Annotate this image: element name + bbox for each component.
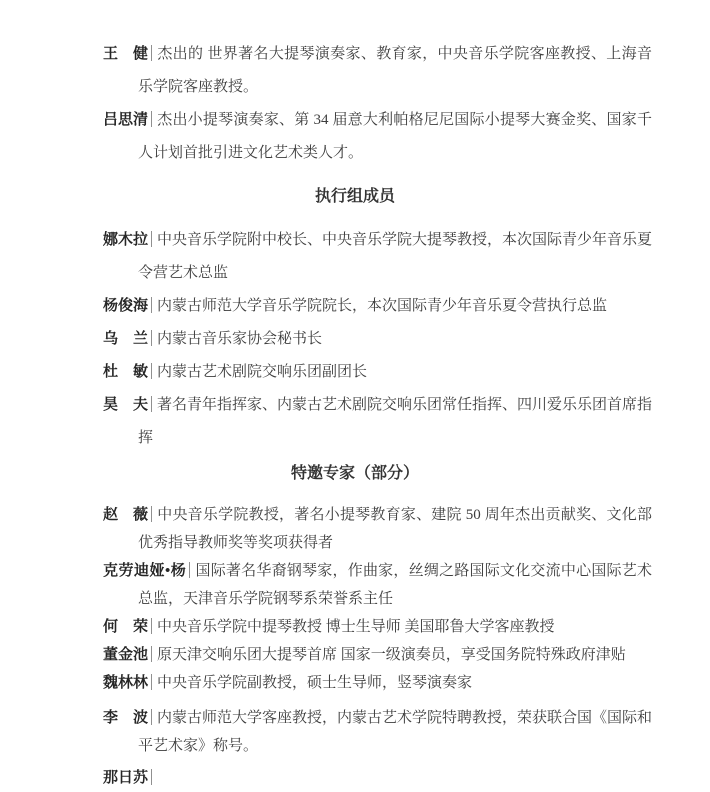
- name-separator-bar: [151, 297, 152, 313]
- name-separator-bar: [151, 330, 152, 346]
- name-separator-bar: [151, 111, 152, 127]
- member-name: 杨俊海: [103, 298, 149, 314]
- member-description: 内蒙古师范大学音乐学院院长，本次国际青少年音乐夏令营执行总监: [157, 298, 608, 314]
- member-entry: [103, 356, 652, 389]
- member-description: 著名青年指挥家、内蒙古艺术剧院交响乐团常任指挥、四川爱乐乐团首席指挥: [138, 397, 653, 446]
- member-name: 克劳迪娅•杨: [103, 563, 187, 579]
- member-name: 李 波: [103, 710, 148, 726]
- name-separator-bar: [151, 618, 152, 634]
- member-description: 国际著名华裔钢琴家，作曲家，丝绸之路国际文化交流中心国际艺术总监，天津音乐学院钢琴系荣誉系主任: [138, 563, 652, 607]
- section-executive-group: [103, 224, 652, 455]
- name-separator-bar: [151, 674, 152, 690]
- member-name: 董金池: [103, 647, 149, 663]
- member-name: 那日苏: [103, 770, 149, 786]
- name-separator-bar: [151, 646, 152, 662]
- member-entry: [103, 764, 652, 792]
- member-description: 内蒙古师范大学客座教授，内蒙古艺术学院特聘教授，荣获联合国《国际和平艺术家》称号。: [138, 710, 653, 754]
- member-description: 中央音乐学院中提琴教授 博士生导师 美国耶鲁大学客座教授: [157, 619, 555, 635]
- member-description: 中央音乐学院附中校长、中央音乐学院大提琴教授，本次国际青少年音乐夏令营艺术总监: [138, 232, 653, 281]
- member-name: 何 荣: [103, 619, 148, 635]
- member-entry: [103, 704, 652, 760]
- section-featured-artists: [103, 38, 652, 170]
- member-entry: [103, 323, 652, 356]
- member-description: 中央音乐学院副教授，硕士生导师，竖琴演奏家: [157, 675, 473, 691]
- name-separator-bar: [151, 506, 152, 522]
- member-entry: [103, 104, 652, 170]
- member-name: 昊 夫: [103, 397, 148, 413]
- name-separator-bar: [151, 363, 152, 379]
- member-entry: [103, 224, 652, 290]
- member-description: 杰出的 世界著名大提琴演奏家、教育家，中央音乐学院客座教授、上海音乐学院客座教授。: [138, 46, 652, 95]
- member-entry: [103, 501, 652, 557]
- name-separator-bar: [151, 396, 152, 412]
- name-separator-bar: [189, 562, 190, 578]
- name-separator-bar: [151, 231, 152, 247]
- member-entry: [103, 38, 652, 104]
- member-name: 王 健: [103, 46, 148, 62]
- member-name: 赵 薇: [103, 507, 148, 523]
- member-name: 魏林林: [103, 675, 149, 691]
- section-title-executive-group: 执行组成员: [314, 188, 395, 205]
- member-description: 原天津交响乐团大提琴首席 国家一级演奏员，享受国务院特殊政府津贴: [157, 647, 626, 663]
- name-separator-bar: [151, 45, 152, 61]
- section-title-invited-experts: 特邀专家（部分）: [290, 465, 419, 482]
- member-entry: [103, 389, 652, 455]
- member-entry: [103, 290, 652, 323]
- name-separator-bar: [151, 769, 152, 785]
- member-description: 内蒙古艺术剧院交响乐团副团长: [157, 364, 368, 380]
- member-name: 杜 敏: [103, 364, 148, 380]
- member-description: 杰出小提琴演奏家、第 34 届意大利帕格尼尼国际小提琴大赛金奖、国家千人计划首批引进文化艺术类人才。: [138, 112, 652, 161]
- member-entry: [103, 557, 652, 613]
- member-entry: [103, 613, 652, 641]
- name-separator-bar: [151, 709, 152, 725]
- member-name: 乌 兰: [103, 331, 148, 347]
- member-name: 吕思清: [103, 112, 149, 128]
- member-entry: [103, 641, 652, 669]
- member-description: 中央音乐学院教授，著名小提琴教育家、建院 50 周年杰出贡献奖、文化部优秀指导教师奖等奖项获得者: [138, 507, 652, 551]
- member-description: 内蒙古音乐家协会秘书长: [157, 331, 323, 347]
- member-name: 娜木拉: [103, 232, 149, 248]
- section-invited-experts: [103, 501, 652, 792]
- member-entry: [103, 669, 652, 697]
